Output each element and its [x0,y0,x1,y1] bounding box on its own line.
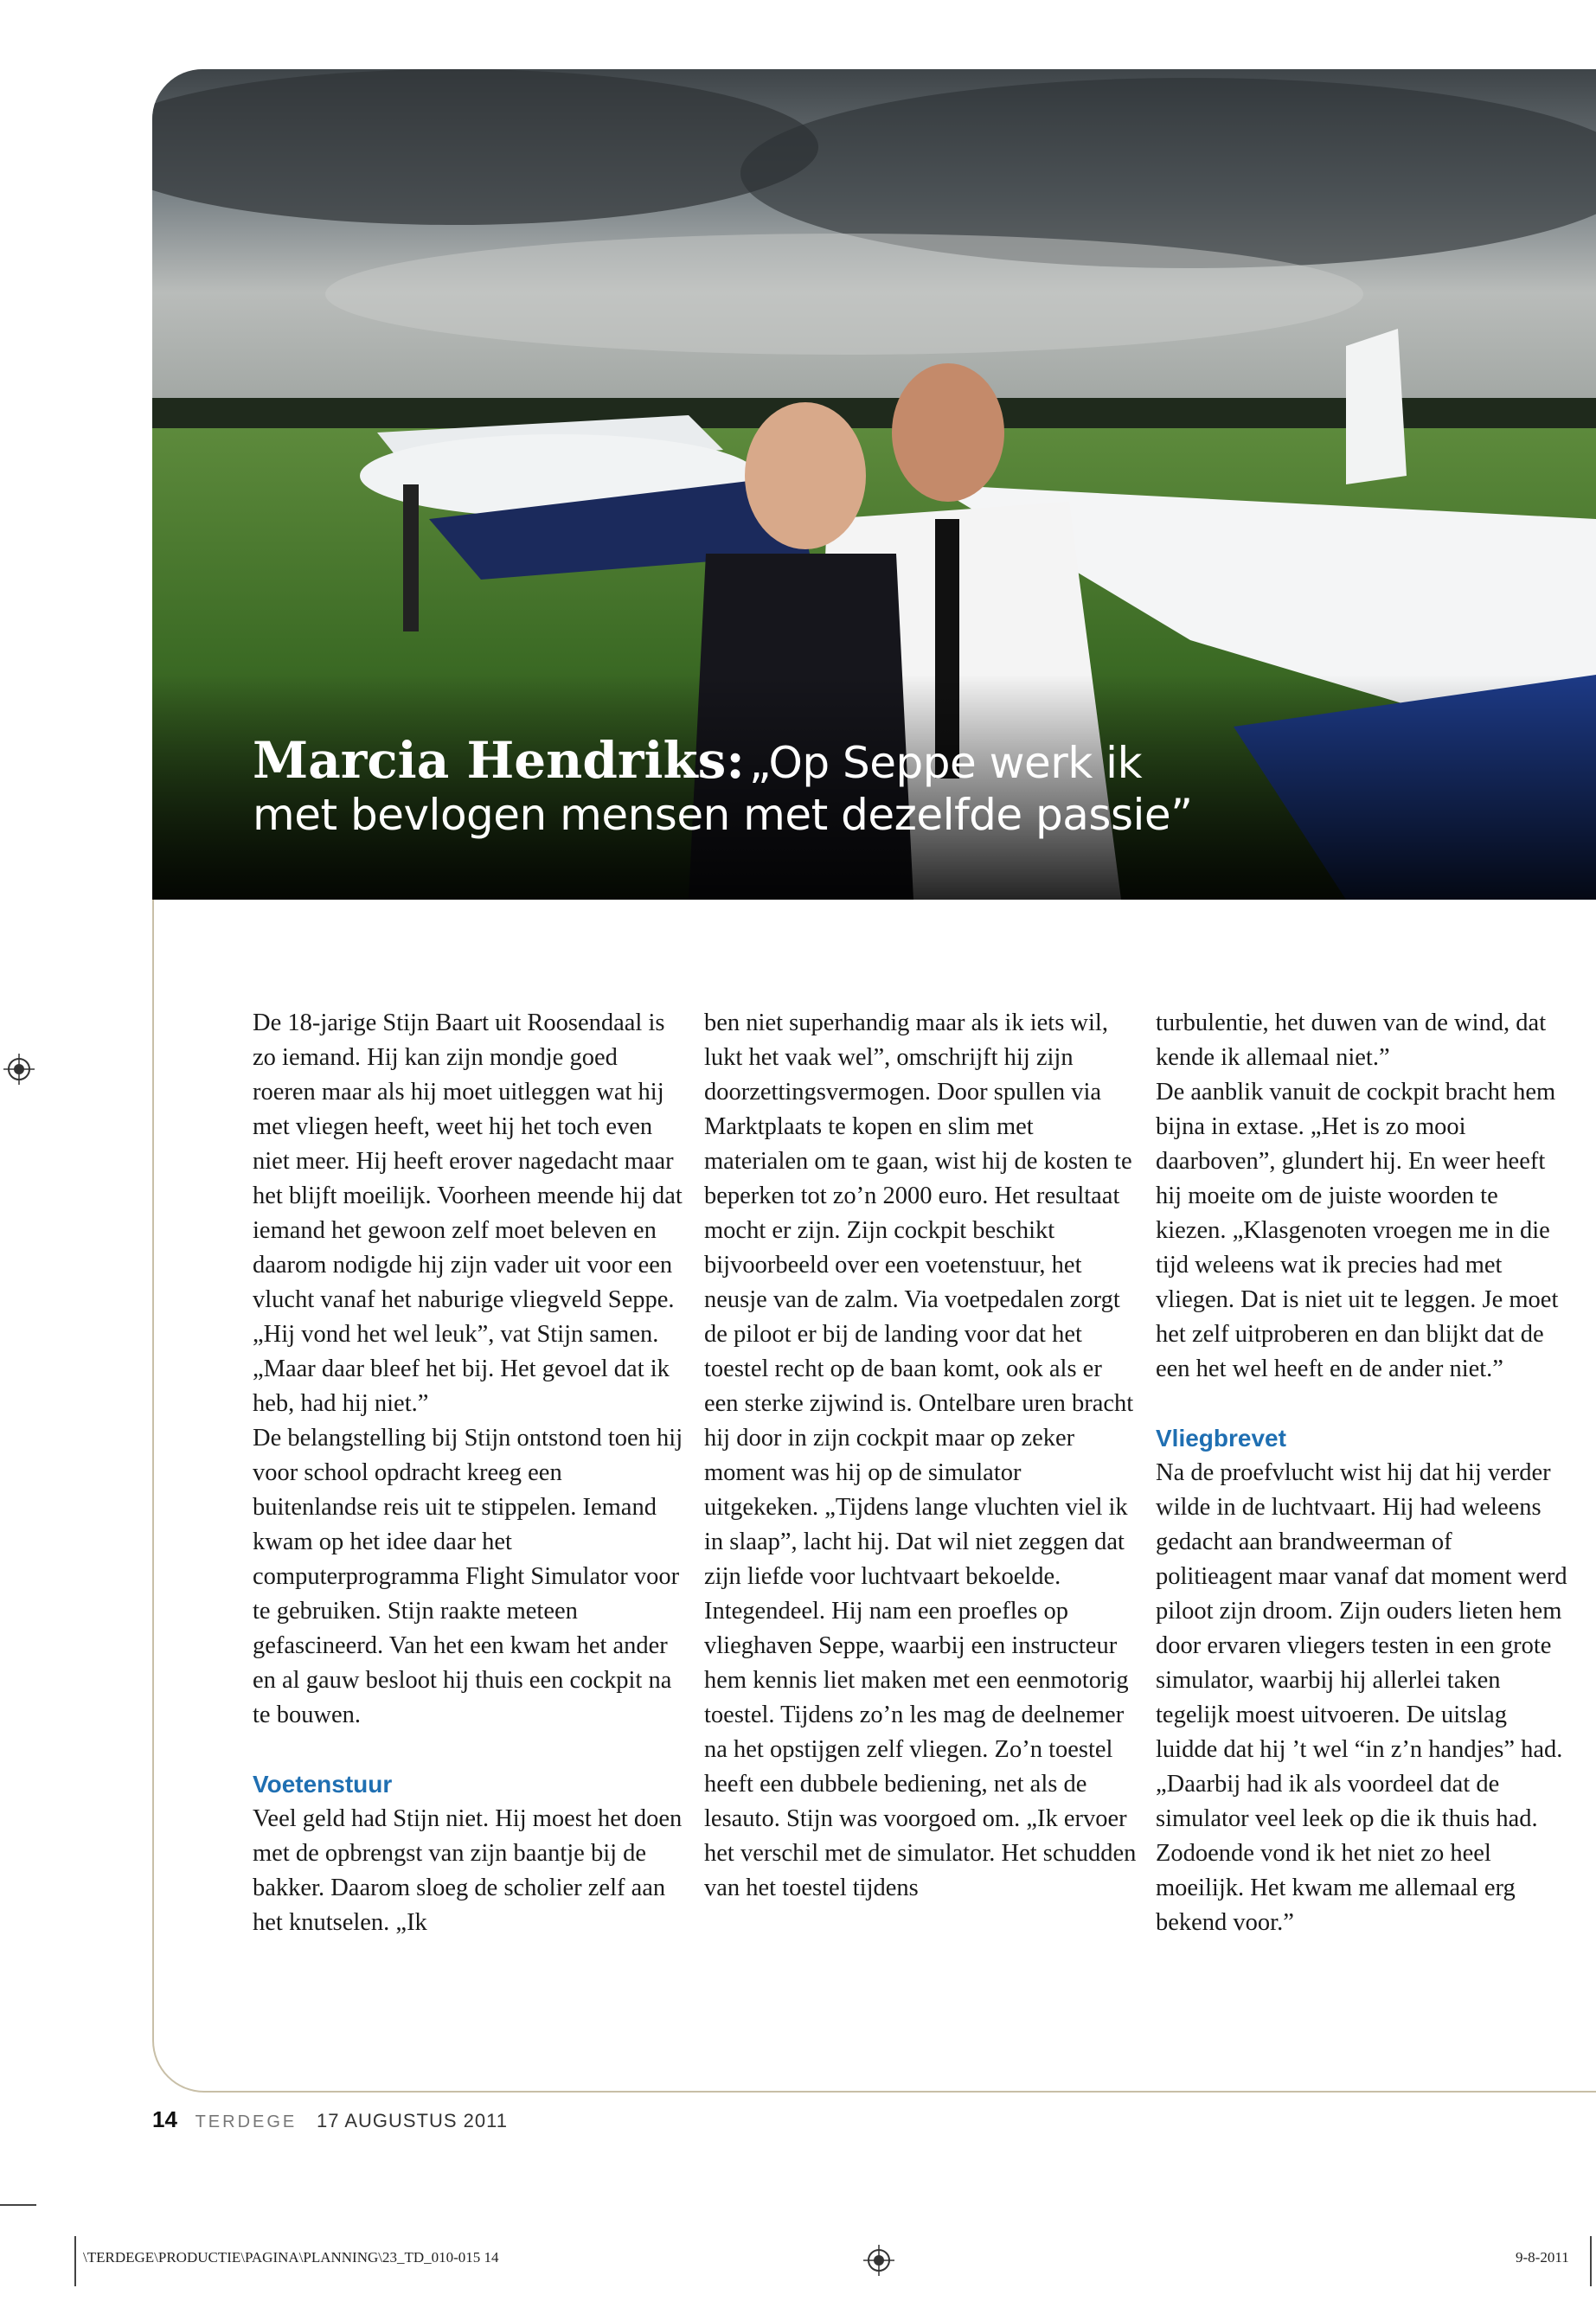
paragraph: ben niet superhandig maar als ik iets wil, lukt het vaak wel”, omschrijft hij zijn doorzettingsvermogen. Door spullen via Marktplaats te kopen en slim met materialen om te gaan, wist hij de kosten te beperken tot zo’n 2000 euro. Het resultaat mocht er zijn. Zijn cockpit beschikt bijvoorbeeld over een voetenstuur, het neusje van de zalm. Via voetpedalen zorgt de piloot er bij de landing voor dat het toestel recht op de baan komt, ook als er een sterke zijwind is. Ontelbare uren bracht hij door in zijn cockpit maar op zeker moment was hij op de simulator uitgekeken. „Tijdens lange vluchten viel ik in slaap”, lacht hij. Dat wil niet zeggen dat zijn liefde voor luchtvaart bekoelde. Integendeel. Hij nam een proefles op vlieghaven Seppe, waarbij een instructeur hem kennis liet maken met een eenmotorig toestel. Tijdens zo’n les mag de deelnemer na het opstijgen zelf vliegen. Zo’n toestel heeft een dubbele bediening, net als de lesauto. Stijn was voorgoed om. „Ik ervoer het verschil met de simulator. Het schudden van het toestel tijdens [704,1009,1137,1901]
page-number: 14 [152,2106,177,2132]
registration-mark-icon [3,1054,35,1085]
registration-mark-icon [863,2245,894,2276]
magazine-name: TERDEGE [195,2112,298,2131]
headline-name: Marcia Hendriks: [253,731,745,790]
article-column-3 [1156,1006,1571,1940]
paragraph: Na de proefvlucht wist hij dat hij verder wilde in de luchtvaart. Hij had weleens gedacht aan brandweerman of politieagent maar vanaf dat moment werd piloot zijn droom. Zijn ouders lieten hem door ervaren vliegers testen in een grote simulator, waarbij hij allerlei taken tegelijk moest uitvoeren. De uitslag luidde dat hij ’t wel “in z’n handjes” had. „Daarbij had ik als voordeel dat de simulator veel leek op die ik thuis had. Zodoende vond ik het niet zo heel moeilijk. Het kwam me allemaal erg bekend voor.” [1156,1459,1567,1936]
headline-quote-line1: „Op Seppe werk ik [748,738,1143,788]
subheading-voetenstuur: Voetenstuur [253,1771,393,1798]
paragraph: De belangstelling bij Stijn ontstond toen hij voor school opdracht kreeg een buitenlandse reis uit te stippelen. Iemand kwam op het idee daar het computerprogramma Flight Simulator voor te gebruiken. Stijn raakte meteen gefascineerd. Van het een kwam het ander en al gauw besloot hij thuis een cockpit na te bouwen. [253,1425,683,1728]
crop-mark [0,2204,36,2206]
subheading-vliegbrevet: Vliegbrevet [1156,1425,1286,1452]
paragraph: Veel geld had Stijn niet. Hij moest het doen met de opbrengst van zijn baantje bij de bakker. Daarom sloeg de scholier zelf aan het knutselen. „Ik [253,1805,683,1936]
headline-quote-line2: met bevlogen mensen met dezelfde passie” [253,790,1193,841]
issue-date: 17 AUGUSTUS 2011 [316,2110,508,2131]
print-slug-path: \TERDEGE\PRODUCTIE\PAGINA\PLANNING\23_TD_010-015 14 [83,2249,499,2266]
headline [253,731,1550,841]
article-column-1 [253,1006,685,1940]
page-footer [152,2106,508,2133]
paragraph: De aanblik vanuit de cockpit bracht hem bijna in extase. „Het is zo mooi daarboven”, glundert hij. En weer heeft hij moeite om de juiste woorden te kiezen. „Klasgenoten vroegen me in die tijd weleens wat ik precies had met vliegen. Dat is niet uit te leggen. Je moet het zelf uitproberen en dan blijkt dat de een het wel heeft en de ander niet.” [1156,1079,1559,1382]
crop-mark [74,2236,76,2286]
paragraph: De 18-jarige Stijn Baart uit Roosendaal is zo iemand. Hij kan zijn mondje goed roeren maar als hij moet uitleggen wat hij met vliegen heeft, weet hij het toch even niet meer. Hij heeft erover nagedacht maar het blijft moeilijk. Voorheen meende hij dat iemand het gewoon zelf moet beleven en daarom nodigde hij zijn vader uit voor een vlucht vanaf het naburige vliegveld Seppe. „Hij vond het wel leuk”, vat Stijn samen. „Maar daar bleef het bij. Het gevoel dat ik heb, had hij niet.” [253,1009,683,1417]
paragraph: turbulentie, het duwen van de wind, dat kende ik allemaal niet.” [1156,1009,1547,1071]
print-slug-date: 9-8-2011 [1516,2249,1569,2266]
crop-mark [1590,2236,1592,2286]
article-column-2 [704,1006,1137,1906]
